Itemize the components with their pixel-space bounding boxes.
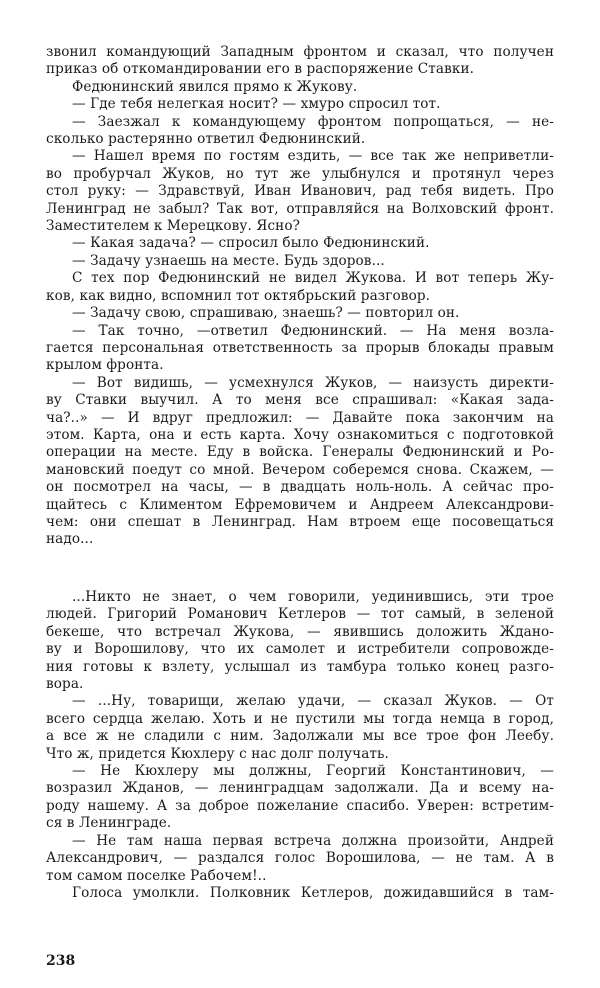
text-line: — Не там наша первая встреча должна произойти, Андрей: [72, 832, 554, 849]
text-line: звонил командующий Западным фронтом и сказал, что получен: [46, 44, 554, 60]
text-line: — Заезжал к командующему фронтом попрощаться, — не-: [72, 113, 554, 130]
text-line: ву и Ворошилову, что их самолет и истребители сопровожде-: [46, 641, 554, 658]
text-line: операции на месте. Еду в войска. Генералы Федюнинский и Ро-: [46, 444, 554, 461]
text-line: — Задачу узнаешь на месте. Будь здоров...: [72, 252, 385, 269]
text-line: ву Ставки выучил. А то меня все спрашивал: «Какая зада-: [46, 392, 554, 409]
page-number: 238: [46, 953, 76, 969]
text-line: — Где тебя нелегкая носит? — хмуро спросил тот.: [72, 96, 441, 113]
text-line: гается персональная ответственность за прорыв блокады правым: [46, 339, 554, 356]
text-line: — Задачу свою, спрашиваю, знаешь? — повторил он.: [72, 305, 460, 322]
text-line: Что ж, придется Кюхлеру с нас долг получать.: [46, 745, 389, 762]
text-line: сколько растерянно ответил Федюнинский.: [46, 131, 366, 148]
text-line: возразил Жданов, — ленинградцам задолжали. Да и всему на-: [46, 780, 554, 797]
text-line: стол руку: — Здравствуй, Иван Иванович, рад тебя видеть. Про: [46, 183, 554, 200]
text-line: людей. Григорий Романович Кетлеров — тот самый, в зеленой: [46, 606, 554, 623]
text-line: надо...: [46, 531, 94, 548]
text-line: всего сердца желаю. Хоть и не пустили мы тогда немца в город,: [46, 710, 554, 727]
text-line: Заместителем к Мерецкову. Ясно?: [46, 218, 300, 235]
text-line: крылом фронта.: [46, 357, 164, 374]
text-line: — Не Кюхлеру мы должны, Георгий Константинович, —: [72, 763, 554, 780]
text-line: Голоса умолкли. Полковник Кетлеров, дожидавшийся в там-: [72, 884, 554, 901]
text-line: во пробурчал Жуков, но тут же улыбнулся и протянул через: [46, 165, 554, 182]
text-line: Федюнинский явился прямо к Жукову.: [72, 78, 358, 95]
text-line: роду нашему. А за доброе пожелание спасибо. Уверен: встретим-: [46, 797, 554, 814]
text-line: — Нашел время по гостям ездить, — все так же неприветли-: [72, 148, 554, 165]
text-line: — Какая задача? — спросил было Федюнинский.: [72, 235, 430, 252]
text-line: бекеше, что встречал Жукова, — явившись доложить Ждано-: [46, 623, 554, 640]
text-line: — Вот видишь, — усмехнулся Жуков, — наизусть директи-: [72, 374, 554, 391]
text-line: щайтесь с Климентом Ефремовичем и Андреем Александрови-: [46, 496, 554, 513]
text-line: — Так точно, —ответил Федюнинский. — На меня возла-: [72, 322, 554, 339]
text-line: ния готовы к взлету, услышал из тамбура только конец разго-: [46, 658, 554, 675]
text-line: С тех пор Федюнинский не видел Жукова. И вот теперь Жу-: [72, 270, 554, 287]
text-line: мановский поедут со мной. Вечером соберемся снова. Скажем, —: [46, 461, 554, 478]
text-line: — ...Ну, товарищи, желаю удачи, — сказал Жуков. — От: [72, 693, 554, 710]
text-line: ...Никто не знает, о чем говорили, уединившись, эти трое: [72, 589, 554, 605]
text-line: Ленинград не забыл? Так вот, отправляйся на Волховский фронт.: [46, 200, 554, 217]
text-line: этом. Карта, она и есть карта. Хочу ознакомиться с подготовкой: [46, 426, 554, 443]
text-line: а все ж не сладили с ним. Задолжали мы все трое фон Леебу.: [46, 728, 554, 745]
text-line: ся в Ленинграде.: [46, 815, 172, 832]
text-block-lower: [46, 589, 554, 902]
text-line: чем: они спешат в Ленинград. Нам втроем еще посовещаться: [46, 513, 554, 530]
text-line: Александрович, — раздался голос Ворошилова, — не там. А в: [46, 850, 554, 867]
text-line: он посмотрел на часы, — в двадцать ноль-ноль. А сейчас про-: [46, 479, 554, 496]
text-line: том самом поселке Рабочем!..: [46, 867, 267, 884]
text-line: приказ об откомандировании его в распоряжение Ставки.: [46, 61, 475, 78]
text-line: вора.: [46, 676, 84, 693]
text-line: ча?..» — И вдруг предложил: — Давайте пока закончим на: [46, 409, 554, 426]
text-line: ков, как видно, вспомнил тот октябрьский разговор.: [46, 287, 431, 304]
text-block-upper: [46, 44, 554, 549]
